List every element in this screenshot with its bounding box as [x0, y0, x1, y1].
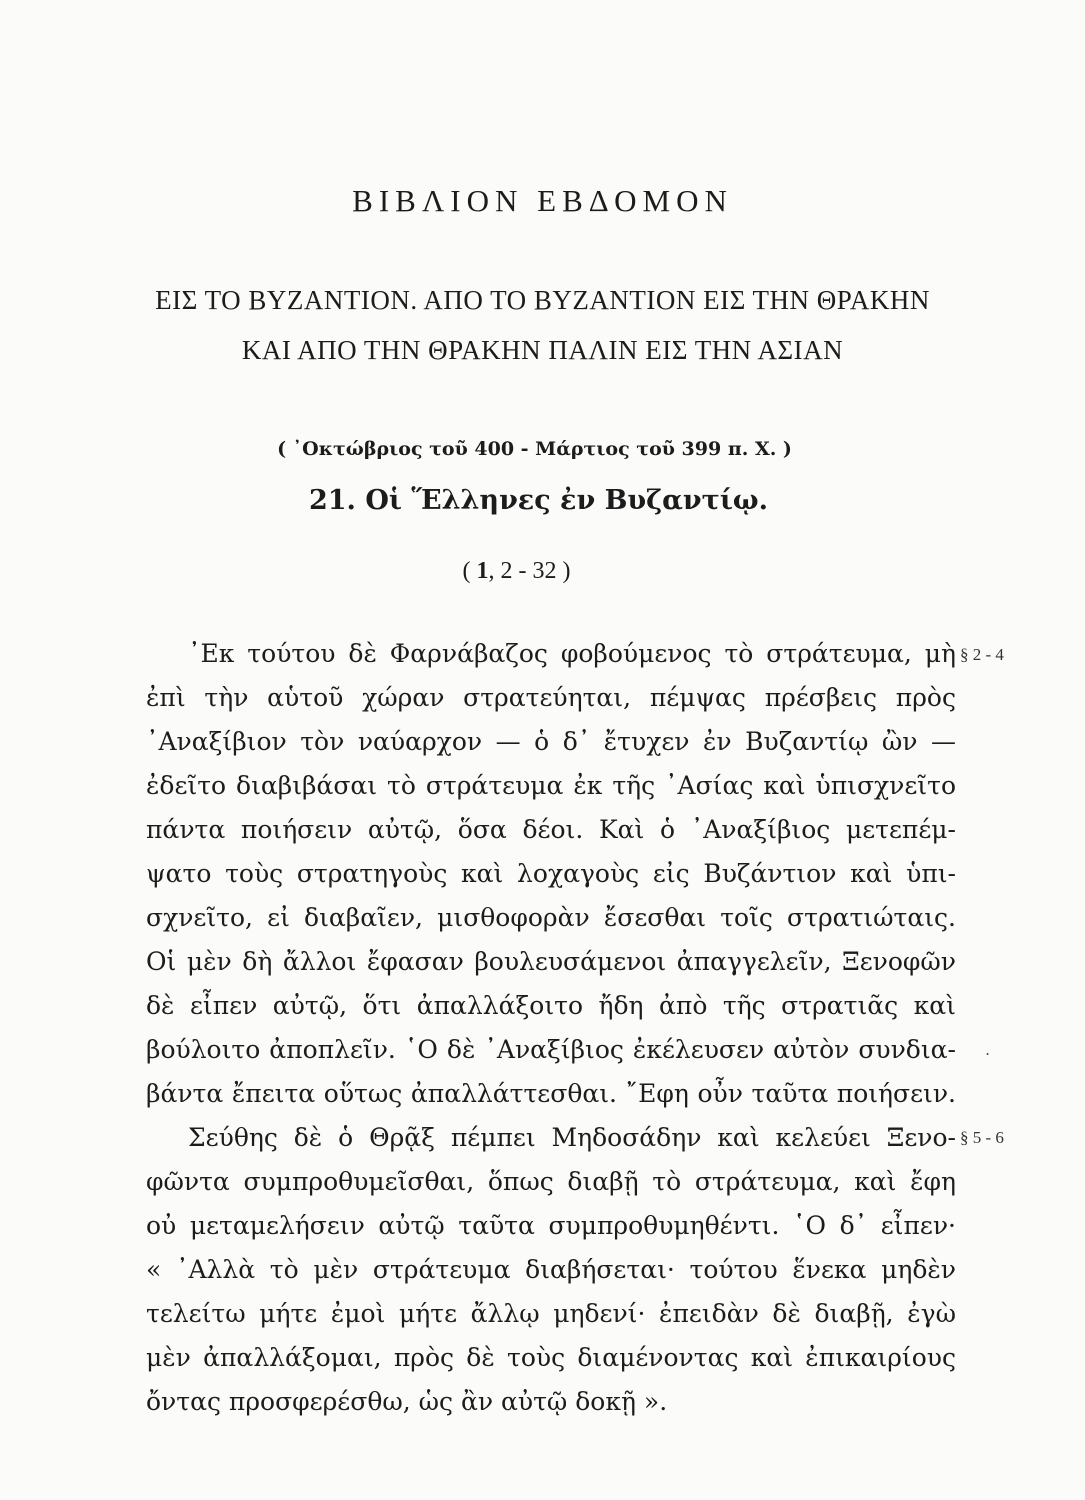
- chapter-number: 1: [476, 558, 489, 584]
- body-line: ἐδεῖτο διαβιβάσαι τὸ στράτευμα ἐκ τῆς ᾿Ασίας καὶ ὑπισχνεῖτο: [146, 771, 956, 800]
- body-line: ᾿Εκ τούτου δὲ Φαρνάβαζος φοβούμενος τὸ στράτευμα, μὴ: [188, 639, 956, 668]
- part-title-line-1: ΕΙΣ ΤΟ ΒΥΖΑΝΤΙΟΝ. ΑΠΟ ΤΟ ΒΥΖΑΝΤΙΟΝ ΕΙΣ ΤΗΝ ΘΡΑΚΗΝ: [155, 285, 930, 315]
- body-line: φῶντα συμπροθυμεῖσθαι, ὅπως διαβῇ τὸ στράτευμα, καὶ ἔφη: [146, 1167, 956, 1196]
- body-line: ᾿Αναξίβιον τὸν ναύαρχον — ὁ δ᾿ ἔτυχεν ἐν Βυζαντίῳ ὢν —: [146, 727, 956, 756]
- chapter-ref-open: (: [462, 558, 477, 584]
- body-line: τελείτω μήτε ἐμοὶ μήτε ἄλλῳ μηδενί· ἐπειδὰν δὲ διαβῇ, ἐγὼ: [146, 1299, 956, 1328]
- margin-dot: .: [985, 1040, 991, 1059]
- body-line: βούλοιτο ἀποπλεῖν. ῾Ο δὲ ᾿Αναξίβιος ἐκέλευσεν αὐτὸν συνδια-: [146, 1035, 956, 1064]
- date-range: ( ᾿Οκτώβριος τοῦ 400 - Μάρτιος τοῦ 399 π. Χ. ): [277, 438, 792, 460]
- body-line: πάντα ποιήσειν αὐτῷ, ὅσα δέοι. Καὶ ὁ ᾿Αναξίβιος μετεπέμ-: [146, 815, 956, 844]
- body-line: Σεύθης δὲ ὁ Θρᾷξ πέμπει Μηδοσάδην καὶ κελεύει Ξενο-: [188, 1123, 956, 1152]
- body-line: μὲν ἀπαλλάξομαι, πρὸς δὲ τοὺς διαμένοντας καὶ ἐπικαιρίους: [146, 1343, 956, 1372]
- body-line: δὲ εἶπεν αὐτῷ, ὅτι ἀπαλλάξοιτο ἤδη ἀπὸ τῆς στρατιᾶς καὶ: [146, 991, 956, 1020]
- body-line: ἐπὶ τὴν αὑτοῦ χώραν στρατεύηται, πέμψας πρέσβεις πρὸς: [146, 683, 956, 712]
- body-line: ψατο τοὺς στρατηγοὺς καὶ λοχαγοὺς εἰς Βυζάντιον καὶ ὑπι-: [146, 859, 956, 888]
- body-line: βάντα ἔπειτα οὕτως ἀπαλλάττεσθαι. ῎Εφη οὖν ταῦτα ποιήσειν.: [146, 1079, 956, 1108]
- chapter-reference: [0, 558, 1059, 585]
- body-line: « ᾿Αλλὰ τὸ μὲν στράτευμα διαβήσεται· τούτου ἕνεκα μηδὲν: [146, 1255, 956, 1284]
- chapter-ref-range: , 2 - 32 ): [488, 558, 571, 584]
- body-line: σχνεῖτο, εἰ διαβαῖεν, μισθοφορὰν ἔσεσθαι τοῖς στρατιώταις.: [146, 903, 956, 932]
- margin-note-paragraph-range: § 2 - 4: [960, 645, 1004, 664]
- margin-note-paragraph-range: § 5 - 6: [960, 1128, 1004, 1147]
- book-title: ΒΙΒΛΙΟΝ ΕΒΔΟΜΟΝ: [352, 183, 733, 218]
- body-line: ὄντας προσφερέσθω, ὡς ἂν αὐτῷ δοκῇ ».: [146, 1387, 668, 1416]
- part-title-line-2: ΚΑΙ ΑΠΟ ΤΗΝ ΘΡΑΚΗΝ ΠΑΛΙΝ ΕΙΣ ΤΗΝ ΑΣΙΑΝ: [241, 335, 844, 365]
- body-line: οὐ μεταμελήσειν αὐτῷ ταῦτα συμπροθυμηθέντι. ῾Ο δ᾿ εἶπεν·: [146, 1211, 956, 1240]
- body-line: Οἱ μὲν δὴ ἄλλοι ἔφασαν βουλευσάμενοι ἀπαγγελεῖν, Ξενοφῶν: [146, 947, 956, 976]
- section-heading: 21. Οἱ Ἕλληνες ἐν Βυζαντίῳ.: [308, 485, 768, 516]
